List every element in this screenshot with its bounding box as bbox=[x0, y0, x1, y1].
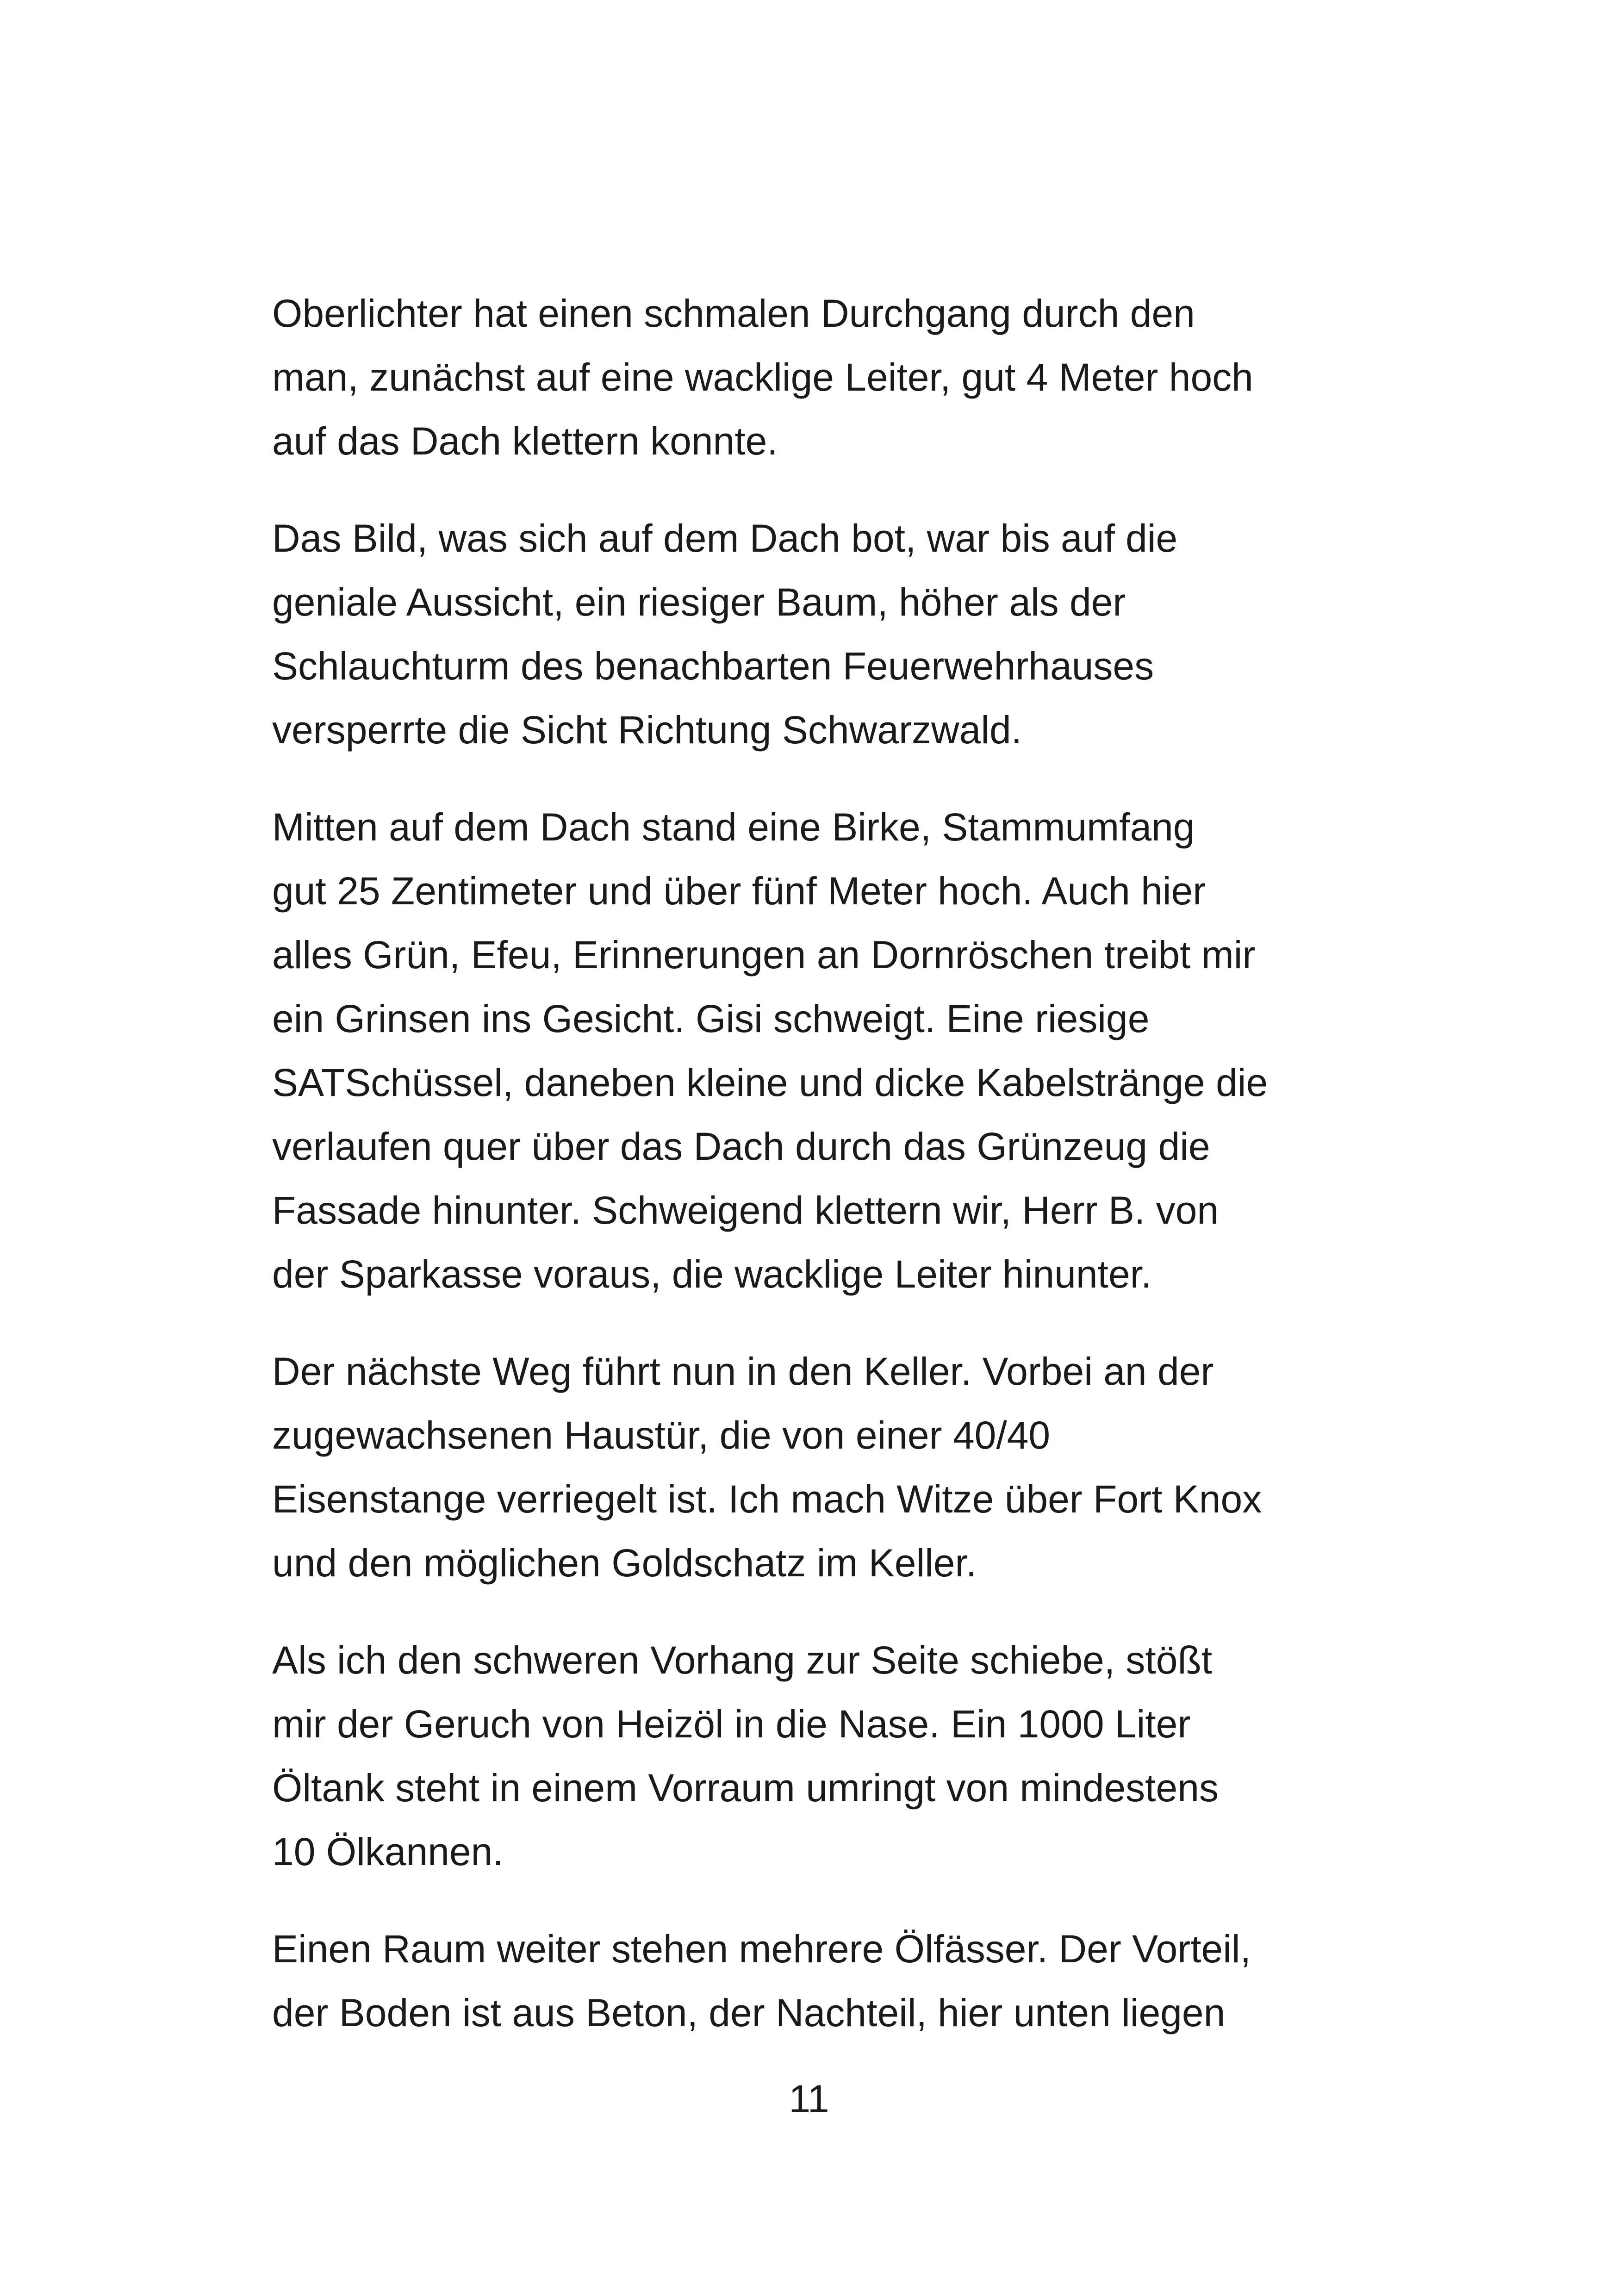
text-line: Oberlichter hat einen schmalen Durchgang durch den bbox=[272, 292, 1195, 335]
text-line: Das Bild, was sich auf dem Dach bot, war bis auf die bbox=[272, 516, 1178, 560]
text-line: Fassade hinunter. Schweigend klettern wir, Herr B. von bbox=[272, 1188, 1219, 1232]
text-line: verlaufen quer über das Dach durch das Grünzeug die bbox=[272, 1125, 1210, 1168]
page-number: 11 bbox=[789, 2077, 829, 2121]
text-line: ein Grinsen ins Gesicht. Gisi schweigt. Eine riesige bbox=[272, 997, 1150, 1040]
text-line: 10 Ölkannen. bbox=[272, 1830, 504, 1873]
paragraph-4 bbox=[272, 1339, 1355, 1595]
text-line: Öltank steht in einem Vorraum umringt von mindestens bbox=[272, 1766, 1219, 1810]
text-line: man, zunächst auf eine wacklige Leiter, gut 4 Meter hoch bbox=[272, 355, 1253, 399]
text-line: Der nächste Weg führt nun in den Keller. Vorbei an der bbox=[272, 1350, 1214, 1393]
text-line: SATSchüssel, daneben kleine und dicke Kabelstränge die bbox=[272, 1061, 1268, 1104]
text-line: versperrte die Sicht Richtung Schwarzwald. bbox=[272, 708, 1022, 752]
text-line: geniale Aussicht, ein riesiger Baum, höher als der bbox=[272, 580, 1126, 624]
text-line: mir der Geruch von Heizöl in die Nase. Ein 1000 Liter bbox=[272, 1702, 1191, 1746]
text-line: zugewachsenen Haustür, die von einer 40/40 bbox=[272, 1413, 1051, 1457]
text-line: Einen Raum weiter stehen mehrere Ölfässer. Der Vorteil, bbox=[272, 1927, 1251, 1971]
text-line: Schlauchturm des benachbarten Feuerwehrhauses bbox=[272, 644, 1154, 688]
text-line: der Sparkasse voraus, die wacklige Leiter hinunter. bbox=[272, 1252, 1152, 1296]
paragraph-3 bbox=[272, 795, 1355, 1306]
text-line: auf das Dach klettern konnte. bbox=[272, 419, 778, 463]
text-line: gut 25 Zentimeter und über fünf Meter hoch. Auch hier bbox=[272, 869, 1206, 913]
paragraph-6 bbox=[272, 1917, 1355, 2045]
text-line: der Boden ist aus Beton, der Nachteil, hier unten liegen bbox=[272, 1991, 1226, 2035]
text-line: Eisenstange verriegelt ist. Ich mach Witze über Fort Knox bbox=[272, 1477, 1262, 1521]
text-line: alles Grün, Efeu, Erinnerungen an Dornröschen treibt mir bbox=[272, 933, 1256, 977]
text-line: Mitten auf dem Dach stand eine Birke, Stammumfang bbox=[272, 805, 1195, 849]
text-line: und den möglichen Goldschatz im Keller. bbox=[272, 1541, 977, 1585]
paragraph-5 bbox=[272, 1628, 1355, 1884]
paragraph-1 bbox=[272, 281, 1355, 473]
text-line: Als ich den schweren Vorhang zur Seite schiebe, stößt bbox=[272, 1638, 1213, 1682]
body-text bbox=[272, 281, 1355, 2078]
paragraph-2 bbox=[272, 506, 1355, 762]
